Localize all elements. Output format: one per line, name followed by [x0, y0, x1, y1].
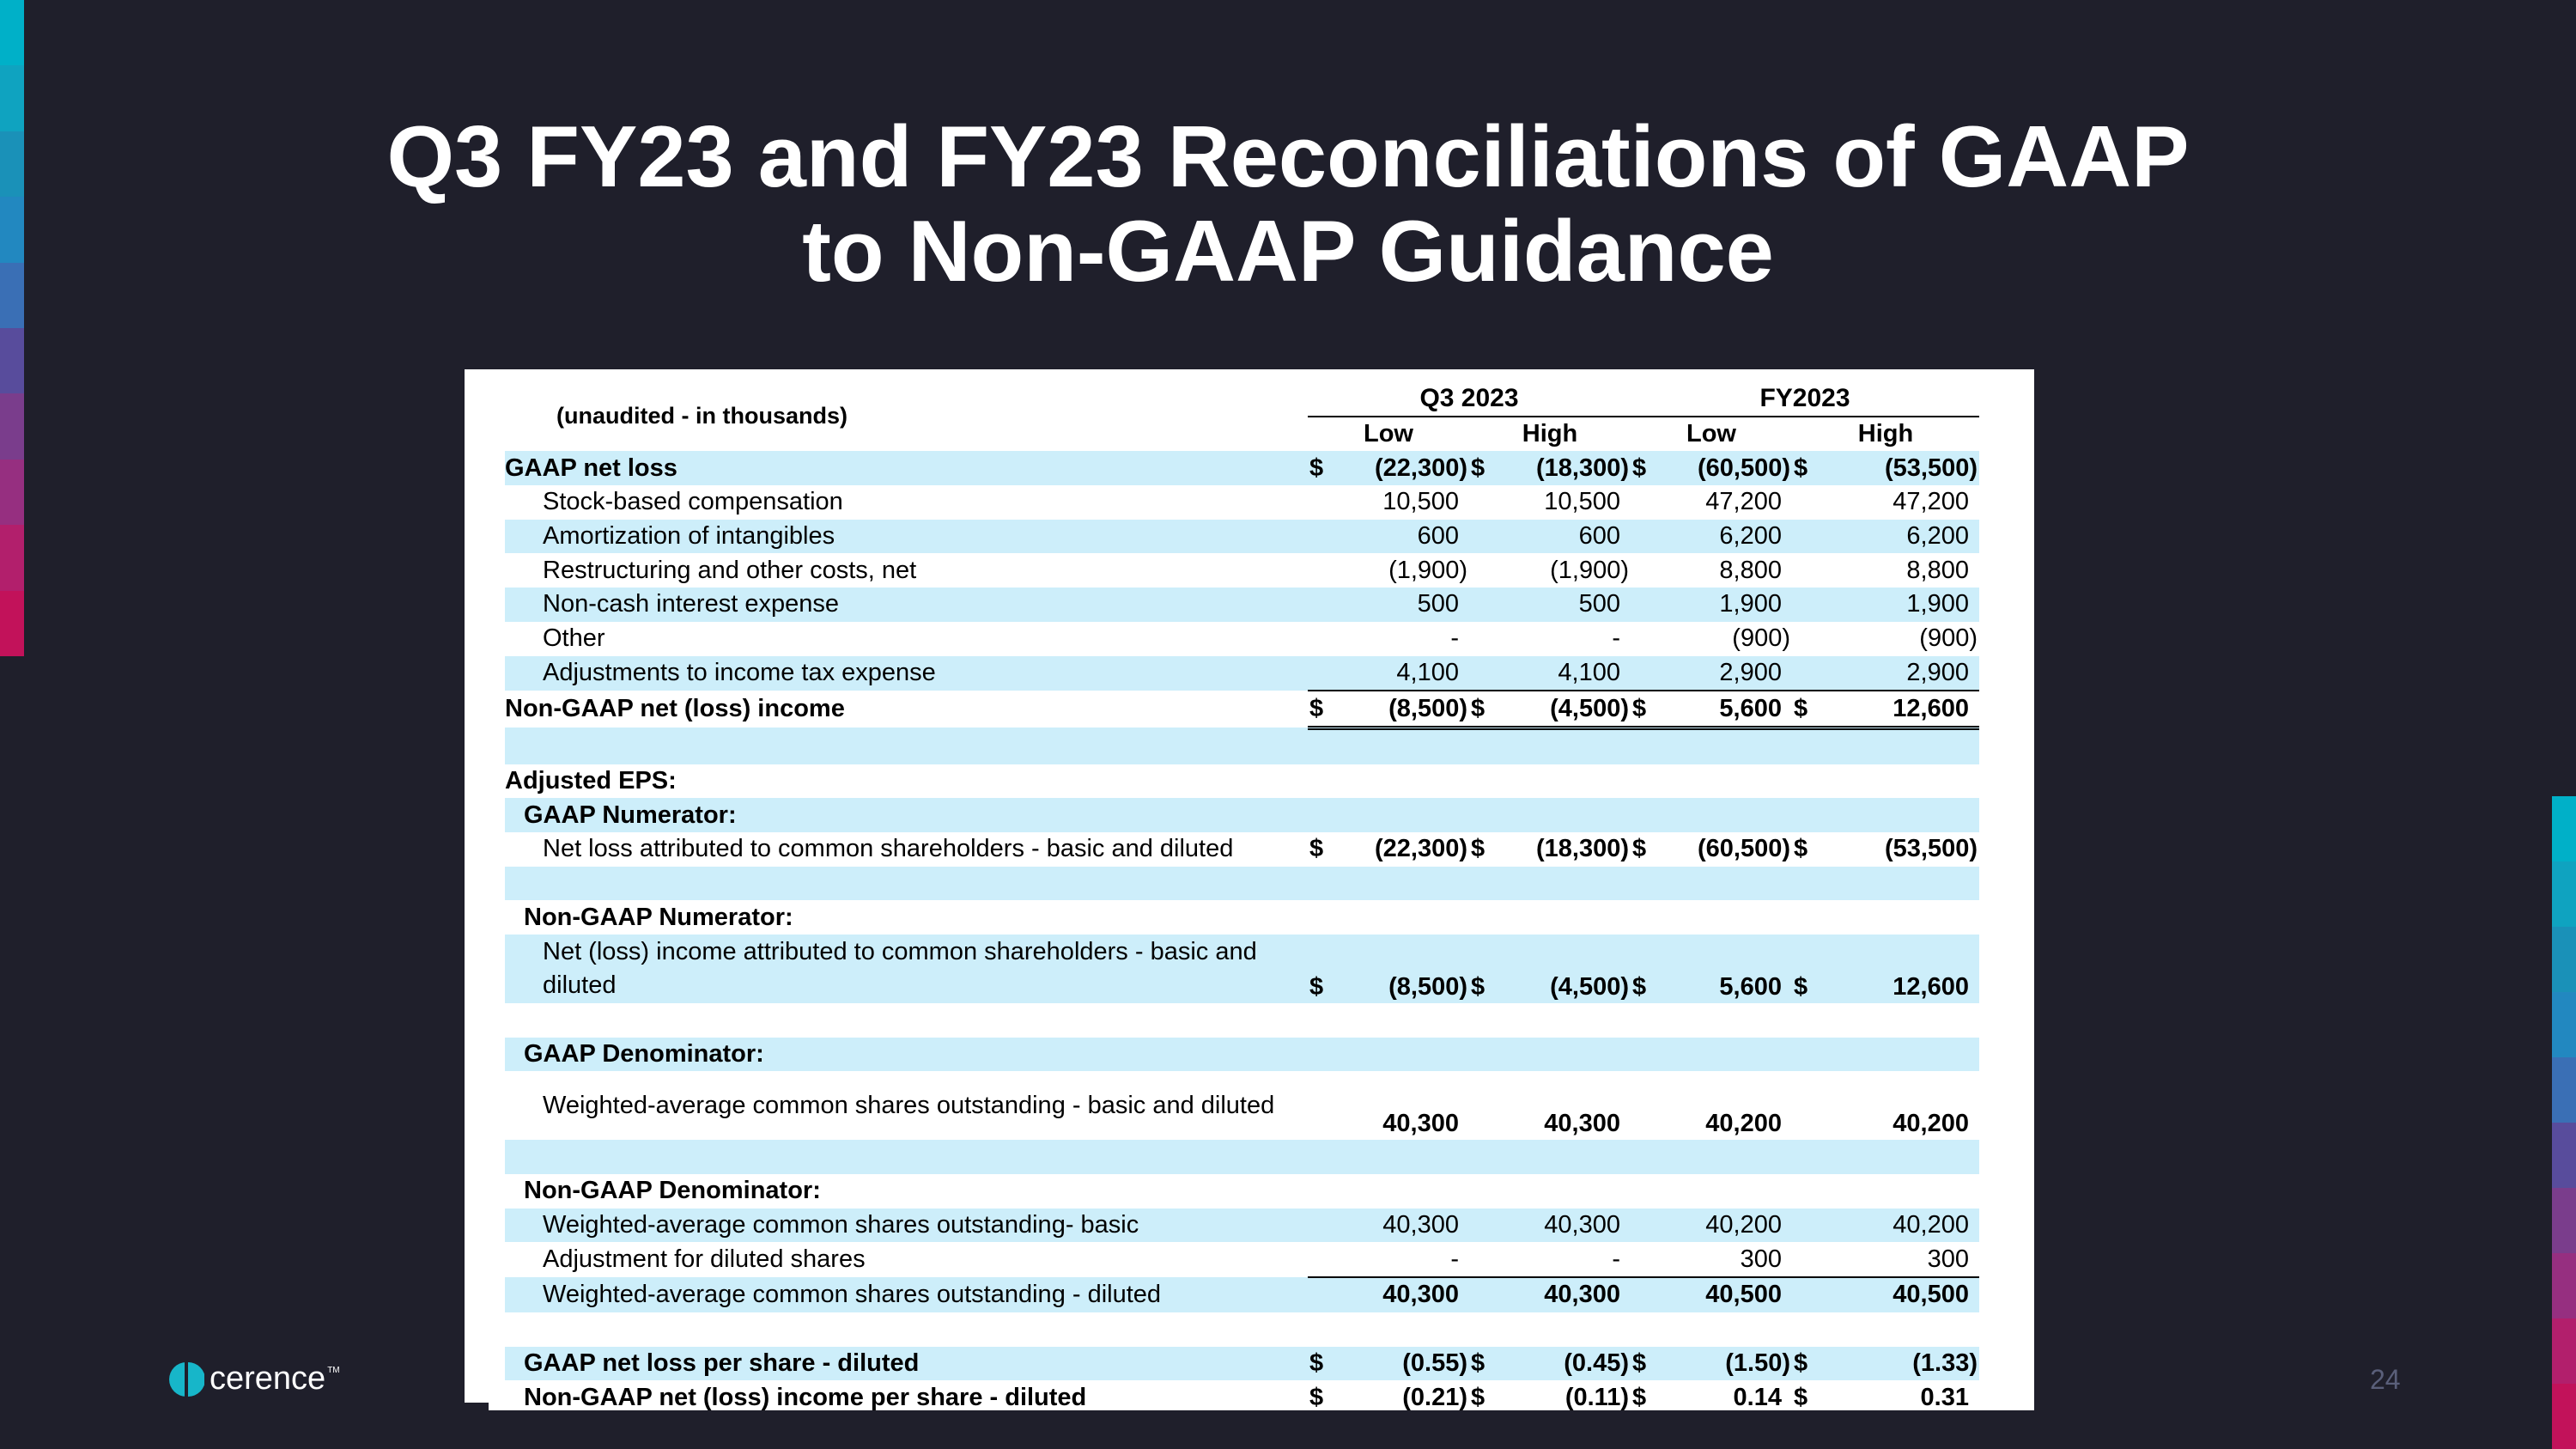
- value-cell: 47,200: [1705, 488, 1782, 516]
- reconciliation-table-panel: [465, 369, 2034, 1410]
- value-cell: (8,500): [1332, 691, 1469, 728]
- row-label: Weighted-average common shares outstanding - basic and diluted: [543, 1091, 1275, 1119]
- value-cell: (900): [1919, 624, 1978, 653]
- value-cell: 600: [1493, 520, 1631, 554]
- currency-symbol: $: [1469, 935, 1493, 1003]
- row-label: Net (loss) income attributed to common shareholders - basic and diluted: [505, 935, 1308, 1003]
- slide-title: [258, 110, 2318, 299]
- trademark-mark: TM: [327, 1366, 340, 1375]
- value-cell: 600: [1332, 520, 1469, 554]
- currency-symbol: $: [1469, 691, 1493, 728]
- value-cell: (22,300): [1374, 835, 1467, 863]
- value-cell: (0.55): [1332, 1347, 1469, 1381]
- subheader-fy-low: Low: [1686, 420, 1736, 448]
- value-cell: -: [1612, 624, 1620, 653]
- value-cell: 4,100: [1493, 656, 1631, 691]
- spacer-row: [505, 1140, 1979, 1174]
- row-label: Non-GAAP net (loss) income: [505, 695, 845, 723]
- value-cell: 40,500: [1816, 1277, 1979, 1312]
- currency-symbol: $: [1631, 691, 1655, 728]
- value-cell: 40,300: [1332, 1277, 1469, 1312]
- table-row: [505, 485, 1979, 520]
- table-row: [505, 1380, 1979, 1415]
- section-row: [505, 798, 1979, 832]
- row-label: Adjustment for diluted shares: [543, 1245, 866, 1274]
- value-cell: -: [1332, 1242, 1469, 1277]
- value-cell: 12,600: [1816, 691, 1979, 728]
- table-row: [505, 1347, 1979, 1381]
- section-heading: Non-GAAP Denominator:: [524, 1177, 821, 1205]
- row-label: Non-cash interest expense: [505, 588, 1308, 622]
- value-cell: (0.21): [1402, 1383, 1467, 1411]
- table-row: [505, 553, 1979, 588]
- reconciliation-table: [505, 381, 1979, 1415]
- table-row: [505, 588, 1979, 622]
- value-cell: (53,500): [1816, 451, 1979, 485]
- spacer-row: [505, 1003, 1979, 1038]
- value-cell: (53,500): [1884, 835, 1978, 863]
- value-cell: (60,500): [1697, 835, 1790, 863]
- value-cell: (1,900): [1550, 556, 1629, 584]
- table-row: [505, 520, 1979, 554]
- table-row: [505, 832, 1979, 867]
- cerence-logo-text: cerence: [210, 1361, 326, 1397]
- value-cell: 2,900: [1655, 656, 1792, 691]
- value-cell: 40,200: [1705, 1110, 1782, 1138]
- value-cell: 40,200: [1816, 1209, 1979, 1243]
- subheader-q3-low: Low: [1364, 420, 1413, 448]
- value-cell: (1,900): [1388, 556, 1467, 584]
- section-heading: GAAP Numerator:: [505, 798, 1308, 832]
- value-cell: 40,200: [1655, 1209, 1792, 1243]
- value-cell: 47,200: [1893, 488, 1969, 516]
- value-cell: 1,900: [1655, 588, 1792, 622]
- currency-symbol: $: [1309, 1383, 1324, 1411]
- value-cell: (900): [1732, 624, 1790, 653]
- table-row: [505, 622, 1979, 656]
- value-cell: (22,300): [1332, 451, 1469, 485]
- value-cell: 0.14: [1733, 1383, 1782, 1411]
- section-row: [505, 1174, 1979, 1209]
- value-cell: 500: [1493, 588, 1631, 622]
- group-header-q3: Q3 2023: [1308, 381, 1631, 417]
- row-label: Weighted-average common shares outstanding- basic: [505, 1209, 1308, 1243]
- row-label: Adjustments to income tax expense: [505, 656, 1308, 691]
- currency-symbol: $: [1631, 1347, 1655, 1381]
- currency-symbol: $: [1308, 691, 1332, 728]
- value-cell: 40,300: [1544, 1110, 1620, 1138]
- row-label: Weighted-average common shares outstanding - diluted: [505, 1277, 1308, 1312]
- value-cell: (4,500): [1493, 691, 1631, 728]
- value-cell: 8,800: [1906, 556, 1969, 584]
- currency-symbol: $: [1794, 1383, 1808, 1411]
- value-cell: 4,100: [1332, 656, 1469, 691]
- currency-symbol: $: [1471, 835, 1485, 863]
- table-row: [505, 656, 1979, 691]
- value-cell: -: [1450, 624, 1459, 653]
- right-accent-bar: [2552, 796, 2576, 1449]
- slide-title-line2: to Non-GAAP Guidance: [802, 204, 1774, 300]
- value-cell: 0.31: [1920, 1383, 1969, 1411]
- currency-symbol: $: [1631, 451, 1655, 485]
- value-cell: 300: [1816, 1242, 1979, 1277]
- currency-symbol: $: [1794, 835, 1808, 863]
- value-cell: 500: [1332, 588, 1469, 622]
- section-heading: GAAP Denominator:: [505, 1038, 1308, 1072]
- cerence-logo-icon: [168, 1361, 204, 1397]
- value-cell: 6,200: [1816, 520, 1979, 554]
- section-heading: Non-GAAP Numerator:: [524, 903, 793, 931]
- page-number: 24: [2370, 1364, 2401, 1395]
- row-label: Amortization of intangibles: [505, 520, 1308, 554]
- value-cell: 2,900: [1816, 656, 1979, 691]
- cerence-logo: [168, 1361, 340, 1397]
- value-cell: 10,500: [1382, 488, 1459, 516]
- value-cell: (1.33): [1816, 1347, 1979, 1381]
- value-cell: 300: [1655, 1242, 1792, 1277]
- value-cell: (1.50): [1655, 1347, 1792, 1381]
- header-group-row: [505, 381, 1979, 417]
- table-row: [505, 1277, 1979, 1312]
- subheader-q3-high: High: [1522, 420, 1578, 448]
- row-label: Non-GAAP net (loss) income per share - diluted: [524, 1383, 1087, 1411]
- table-row: [505, 1209, 1979, 1243]
- currency-symbol: $: [1308, 451, 1332, 485]
- value-cell: 12,600: [1816, 935, 1979, 1003]
- currency-symbol: $: [1308, 1347, 1332, 1381]
- currency-symbol: $: [1469, 1347, 1493, 1381]
- currency-symbol: $: [1792, 1347, 1816, 1381]
- value-cell: 40,300: [1493, 1209, 1631, 1243]
- currency-symbol: $: [1469, 451, 1493, 485]
- currency-symbol: $: [1632, 835, 1647, 863]
- value-cell: -: [1493, 1242, 1631, 1277]
- section-row: [505, 900, 1979, 935]
- row-label: Stock-based compensation: [543, 488, 843, 516]
- value-cell: 40,500: [1655, 1277, 1792, 1312]
- table-row: [505, 935, 1979, 1003]
- currency-symbol: $: [1308, 935, 1332, 1003]
- subheader-fy-high: High: [1857, 420, 1914, 448]
- spacer-row: [505, 867, 1979, 901]
- value-cell: (18,300): [1535, 835, 1629, 863]
- value-cell: 6,200: [1655, 520, 1792, 554]
- row-label: Other: [543, 624, 605, 653]
- currency-symbol: $: [1792, 691, 1816, 728]
- value-cell: 8,800: [1719, 556, 1782, 584]
- table-row: [505, 1071, 1979, 1140]
- spacer-row: [505, 728, 1979, 764]
- value-cell: (0.45): [1493, 1347, 1631, 1381]
- currency-symbol: $: [1631, 935, 1655, 1003]
- value-cell: 10,500: [1544, 488, 1620, 516]
- value-cell: (8,500): [1332, 935, 1469, 1003]
- value-cell: (60,500): [1655, 451, 1792, 485]
- table-row: [505, 1242, 1979, 1277]
- currency-symbol: $: [1632, 1383, 1647, 1411]
- table-row: [505, 691, 1979, 728]
- row-label: GAAP net loss: [505, 451, 1308, 485]
- section-heading: Adjusted EPS:: [505, 766, 677, 795]
- value-cell: (0.11): [1564, 1383, 1629, 1411]
- value-cell: (18,300): [1493, 451, 1631, 485]
- spacer-row: [505, 1312, 1979, 1347]
- section-row: [505, 764, 1979, 799]
- group-header-fy: FY2023: [1631, 381, 1979, 417]
- row-label: Net loss attributed to common shareholders - basic and diluted: [543, 835, 1234, 863]
- value-cell: 40,300: [1332, 1209, 1469, 1243]
- unit-note: (unaudited - in thousands): [556, 403, 848, 429]
- value-cell: (4,500): [1493, 935, 1631, 1003]
- value-cell: 1,900: [1816, 588, 1979, 622]
- row-label: GAAP net loss per share - diluted: [505, 1347, 1308, 1381]
- left-accent-bar: [0, 0, 24, 656]
- value-cell: 40,300: [1493, 1277, 1631, 1312]
- value-cell: 5,600: [1655, 935, 1792, 1003]
- currency-symbol: $: [1471, 1383, 1485, 1411]
- value-cell: 40,300: [1382, 1110, 1459, 1138]
- value-cell: 40,200: [1893, 1110, 1969, 1138]
- slide-title-line1: Q3 FY23 and FY23 Reconciliations of GAAP: [386, 109, 2190, 205]
- table-row: [505, 451, 1979, 485]
- value-cell: 5,600: [1655, 691, 1792, 728]
- currency-symbol: $: [1792, 451, 1816, 485]
- row-label: Restructuring and other costs, net: [543, 556, 917, 584]
- section-row: [505, 1038, 1979, 1072]
- currency-symbol: $: [1309, 835, 1324, 863]
- currency-symbol: $: [1792, 935, 1816, 1003]
